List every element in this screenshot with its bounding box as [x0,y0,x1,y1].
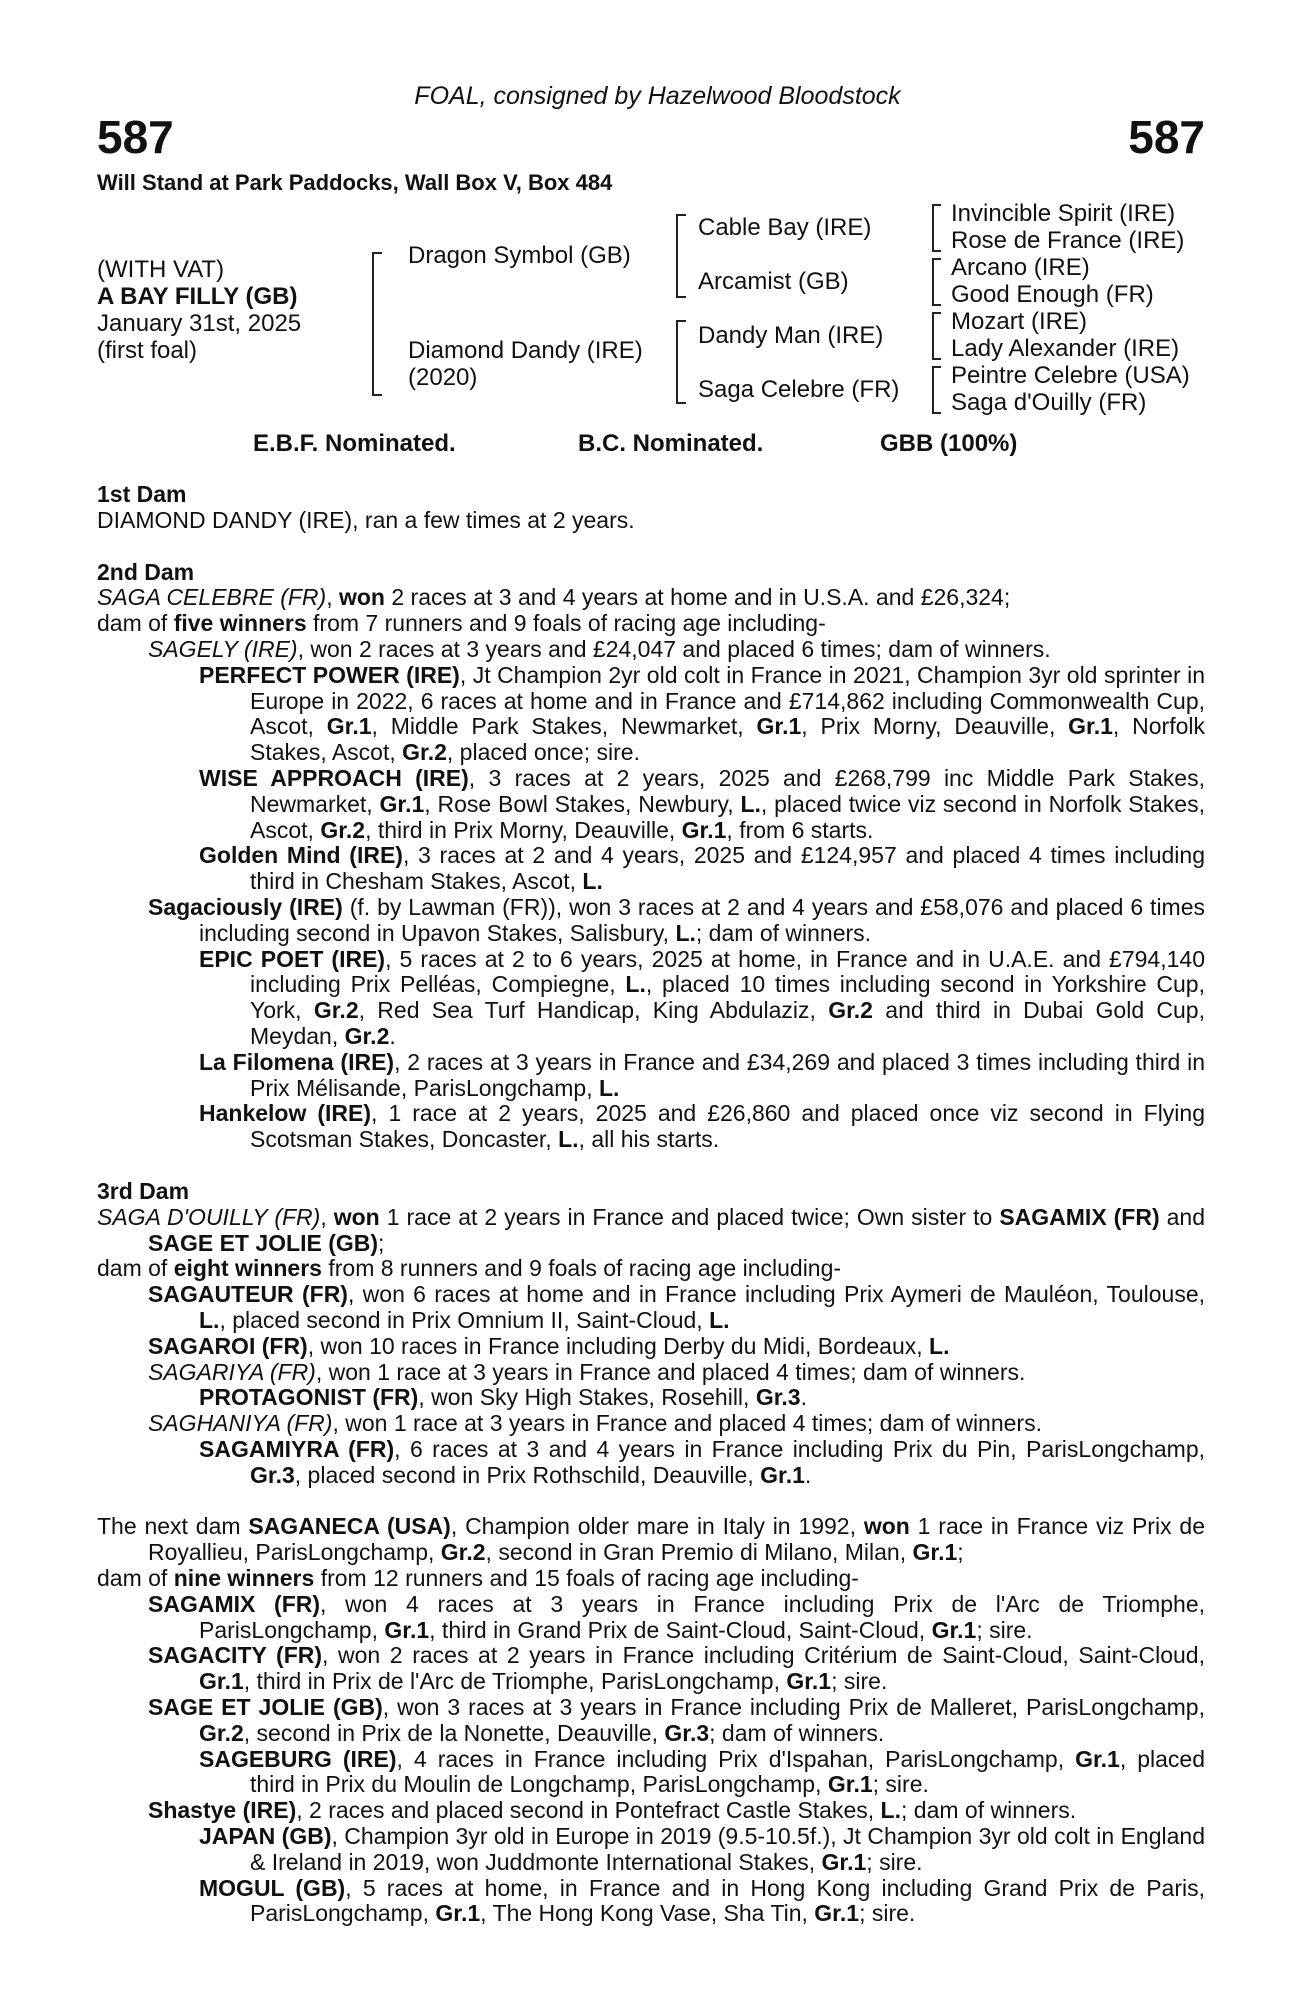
produce-entry: Shastye (IRE), 2 races and placed second in Pontefract Castle Stakes, L.; dam of winners. [148,1797,1077,1824]
sire-sire-name: Cable Bay (IRE) [698,214,872,241]
produce-entry: SAGELY (IRE), won 2 races at 3 years and £24,047 and placed 6 times; dam of winners. [148,635,1051,662]
produce-entry: SAGAMIYRA (FR), 6 races at 3 and 4 years in France including Prix du Pin, ParisLongchamp, Gr.3, placed second in Prix Rothschild, Deauville, Gr.1. [199,1435,1206,1488]
consignment-line: FOAL, consigned by Hazelwood Bloodstock [414,82,901,110]
produce-entry: WISE APPROACH (IRE), 3 races at 2 years, 2025 and £268,799 inc Middle Park Stakes, Newmarket, Gr.1, Rose Bowl Stakes, Newbury, L., placed twice viz second in Norfolk Stakes, Ascot, Gr.2, third in Prix Morny, Deauville, Gr.1, from 6 starts. [199,764,1205,843]
pedigree-brace-ggp-4 [932,366,941,414]
second-dam-produce-summary: dam of five winners from 7 runners and 9 foals of racing age including- [97,610,826,637]
sire-name: Dragon Symbol (GB) [408,242,631,269]
ebf-nomination: E.B.F. Nominated. [253,430,456,457]
foal-note: (first foal) [97,337,198,364]
lot-name: A BAY FILLY (GB) [97,283,298,310]
ggp-1: Invincible Spirit (IRE) [951,200,1176,227]
produce-entry: SAGEBURG (IRE), 4 races in France including Prix d'Ispahan, ParisLongchamp, Gr.1, placed third in Prix du Moulin de Longchamp, ParisLongchamp, Gr.1; sire. [199,1745,1206,1798]
ggp-5: Mozart (IRE) [951,308,1088,335]
ggp-2: Rose de France (IRE) [951,227,1185,254]
pedigree-brace-ggp-1 [932,204,941,252]
produce-entry: JAPAN (GB), Champion 3yr old in Europe in 2019 (9.5-10.5f.), Jt Champion 3yr old colt in England & Ireland in 2019, won Juddmonte International Stakes, Gr.1; sire. [199,1823,1205,1875]
ggp-7: Peintre Celebre (USA) [951,362,1190,389]
produce-entry: SAGAMIX (FR), won 4 races at 3 years in France including Prix de l'Arc de Triomphe, ParisLongchamp, Gr.1, third in Grand Prix de Saint-Cloud, Saint-Cloud, Gr.1; sire. [148,1590,1205,1643]
first-dam-heading: 1st Dam [97,481,187,507]
sire-dam-name: Arcamist (GB) [698,268,849,295]
produce-entry: SAGE ET JOLIE (GB), won 3 races at 3 years in France including Prix de Malleret, ParisLongchamp, Gr.2, second in Prix de la Nonette, Deauville, Gr.3; dam of winners. [148,1694,1205,1746]
produce-entry: PROTAGONIST (FR), won Sky High Stakes, Rosehill, Gr.3. [199,1384,807,1411]
produce-entry: EPIC POET (IRE), 5 races at 2 to 6 years, 2025 at home, in France and in U.A.E. and £794,140 including Prix Pelléas, Compiegne, L., placed 10 times including second in Yorkshire Cup, York, Gr.2, Red Sea Turf Handicap, King Abdulaziz, Gr.2 and third in Dubai Gold Cup, Meydan, Gr.2. [199,945,1205,1049]
dam-year: (2020) [408,364,478,391]
produce-entry: Golden Mind (IRE), 3 races at 2 and 4 years, 2025 and £124,957 and placed 4 times including third in Chesham Stakes, Ascot, L. [199,842,1205,895]
dam-name: Diamond Dandy (IRE) [408,337,643,364]
dam-dam-name: Saga Celebre (FR) [698,376,900,403]
pedigree-brace-main [372,252,382,396]
first-dam-text: DIAMOND DANDY (IRE), ran a few times at 2 years. [97,506,635,533]
produce-entry: PERFECT POWER (IRE), Jt Champion 2yr old colt in France in 2021, Champion 3yr old sprinter in Europe in 2022, 6 races at home and in France and £714,862 including Commonwealth Cup, Ascot, Gr.1, Middle Park Stakes, Newmarket, Gr.1, Prix Morny, Deauville, Gr.1, Norfolk Stakes, Ascot, Gr.2, placed once; sire. [199,661,1206,766]
pedigree-brace-dam [676,320,686,404]
second-dam-entry: SAGA CELEBRE (FR), won 2 races at 3 and 4 years at home and in U.S.A. and £26,324; [97,584,1011,611]
third-dam-entry: SAGA D'OUILLY (FR), won 1 race at 2 years in France and placed twice; Own sister to SAGAMIX (FR) and SAGE ET JOLIE (GB); [97,1203,1206,1256]
produce-entry: Hankelow (IRE), 1 race at 2 years, 2025 and £26,860 and placed once viz second in Flying Scotsman Stakes, Doncaster, L., all his starts. [199,1100,1205,1153]
third-dam-produce-summary: dam of eight winners from 8 runners and 9 foals of racing age including- [97,1255,842,1282]
ggp-6: Lady Alexander (IRE) [951,335,1180,362]
next-dam-produce-summary: dam of nine winners from 12 runners and 15 foals of racing age including- [97,1565,859,1592]
ggp-3: Arcano (IRE) [951,254,1090,281]
lot-number-left: 587 [97,111,174,163]
stand-location: Will Stand at Park Paddocks, Wall Box V, Box 484 [97,170,613,195]
produce-entry: SAGHANIYA (FR), won 1 race at 3 years in France and placed 4 times; dam of winners. [148,1410,1042,1437]
produce-entry: SAGAROI (FR), won 10 races in France including Derby du Midi, Bordeaux, L. [148,1332,950,1359]
lot-number-right: 587 [1128,111,1205,163]
pedigree-brace-sire [676,214,686,298]
ggp-4: Good Enough (FR) [951,281,1154,308]
gbb-status: GBB (100%) [880,430,1018,457]
next-dam-entry: The next dam SAGANECA (USA), Champion older mare in Italy in 1992, won 1 race in France viz Prix de Royallieu, ParisLongchamp, Gr.2, second in Gran Premio di Milano, Milan, Gr.1; [97,1513,1205,1566]
produce-entry: La Filomena (IRE), 2 races at 3 years in France and £34,269 and placed 3 times including third in Prix Mélisande, ParisLongchamp, L. [199,1048,1206,1101]
pedigree-brace-ggp-2 [932,258,941,306]
produce-entry: SAGARIYA (FR), won 1 race at 3 years in France and placed 4 times; dam of winners. [148,1358,1026,1385]
second-dam-heading: 2nd Dam [97,558,195,585]
vat-note: (WITH VAT) [97,256,225,283]
ggp-8: Saga d'Ouilly (FR) [951,389,1147,416]
foaling-date: January 31st, 2025 [97,310,302,337]
produce-entry: SAGAUTEUR (FR), won 6 races at home and in France including Prix Aymeri de Mauléon, Toulouse, L., placed second in Prix Omnium II, Saint-Cloud, L. [148,1281,1205,1333]
catalogue-body [97,482,1205,1927]
produce-entry: SAGACITY (FR), won 2 races at 2 years in France including Critérium de Saint-Cloud, Saint-Cloud, Gr.1, third in Prix de l'Arc de Triomphe, ParisLongchamp, Gr.1; sire. [148,1642,1205,1695]
bc-nomination: B.C. Nominated. [578,430,764,457]
produce-entry: MOGUL (GB), 5 races at home, in France and in Hong Kong including Grand Prix de Paris, ParisLongchamp, Gr.1, The Hong Kong Vase, Sha Tin, Gr.1; sire. [199,1874,1205,1927]
dam-sire-name: Dandy Man (IRE) [698,322,884,349]
third-dam-heading: 3rd Dam [97,1177,190,1204]
pedigree-brace-ggp-3 [932,312,941,360]
produce-entry: Sagaciously (IRE) (f. by Lawman (FR)), won 3 races at 2 and 4 years and £58,076 and placed 6 times including second in Upavon Stakes, Salisbury, L.; dam of winners. [148,893,1206,946]
